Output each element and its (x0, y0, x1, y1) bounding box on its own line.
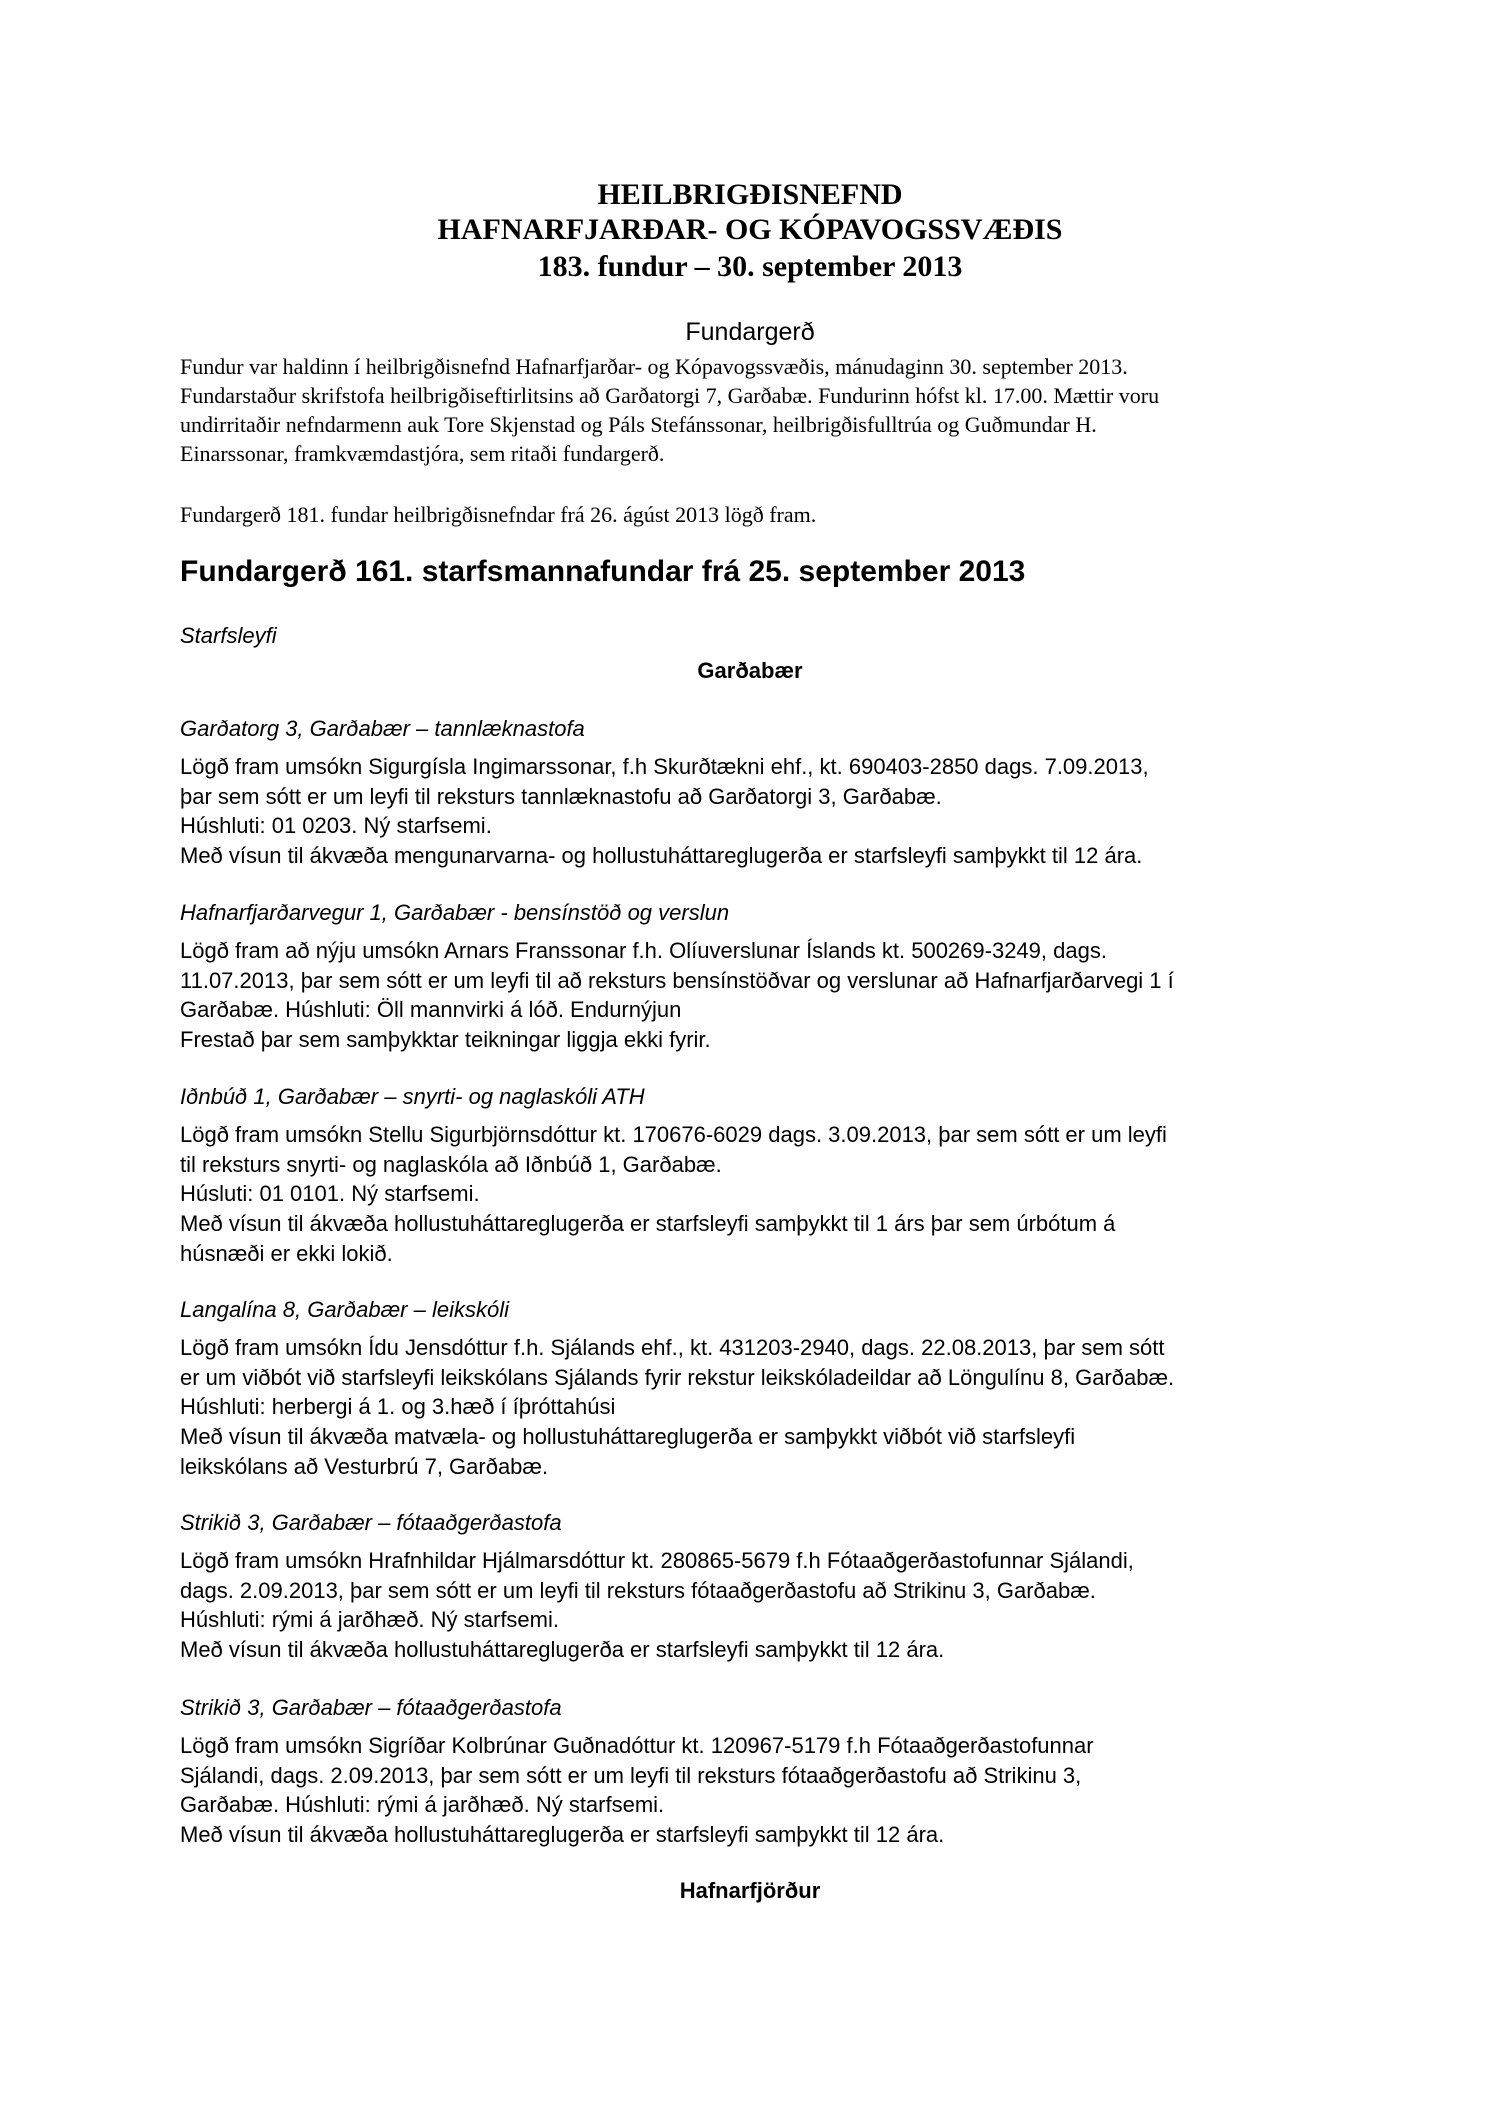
entry-line: húsnæði er ekki lokið. (180, 1240, 393, 1266)
entry-line: Frestað þar sem samþykktar teikningar liggja ekki fyrir. (180, 1027, 711, 1053)
location-heading-hafnarfjordur: Hafnarfjörður (679, 1878, 821, 1903)
entry-line: Lögð fram umsókn Sigurgísla Ingimarssonar, f.h Skurðtækni ehf., kt. 690403-2850 dags. 7.09.2013, (180, 754, 1149, 779)
entry-body (180, 936, 1340, 1055)
entry-title: Langalína 8, Garðabær – leikskóli (180, 1297, 509, 1322)
entry-line: er um viðbót við starfsleyfi leikskólans Sjálands fyrir rekstur leikskóladeildar að Löngulínu 8, Garðabæ. (180, 1364, 1175, 1390)
entry-body (180, 1731, 1340, 1850)
entry-line: til reksturs snyrti- og naglaskóla að Iðnbúð 1, Garðabæ. (180, 1151, 722, 1177)
entry-line: Með vísun til ákvæða matvæla- og hollustuháttareglugerða er samþykkt viðbót við starfsleyfi (180, 1424, 1076, 1450)
entry-body (180, 1333, 1340, 1482)
entry-body (180, 752, 1340, 871)
entry-body (180, 1120, 1340, 1269)
entry-title: Strikið 3, Garðabær – fótaaðgerðastofa (180, 1695, 562, 1720)
entry-line: Húshluti: herbergi á 1. og 3.hæð í íþróttahúsi (180, 1394, 616, 1420)
entry-line: Lögð fram umsókn Stellu Sigurbjörnsdóttur kt. 170676-6029 dags. 3.09.2013, þar sem sótt er um leyfi (180, 1122, 1167, 1147)
intro-line: undirritaðir nefndarmenn auk Tore Skjenstad og Páls Stefánssonar, heilbrigðisfulltrúa og Guðmundar H. (180, 412, 1097, 437)
entry-line: Húsluti: 01 0101. Ný starfsemi. (180, 1181, 480, 1207)
minutes-title: Fundargerð (685, 318, 815, 346)
entry-line: Lögð fram að nýju umsókn Arnars Franssonar f.h. Olíuverslunar Íslands kt. 500269-3249, dags. (180, 938, 1107, 963)
entry-line: Lögð fram umsókn Hrafnhildar Hjálmarsdóttur kt. 280865-5679 f.h Fótaaðgerðastofunnar Sjálandi, (180, 1548, 1134, 1573)
entry-line: Garðabæ. Húshluti: Öll mannvirki á lóð. Endurnýjun (180, 997, 682, 1023)
entry-line: Lögð fram umsókn Ídu Jensdóttur f.h. Sjálands ehf., kt. 431203-2940, dags. 22.08.2013, þar sem sótt (180, 1335, 1165, 1360)
entry-line: Húshluti: rými á jarðhæð. Ný starfsemi. (180, 1607, 559, 1633)
intro-line: Einarssonar, framkvæmdastjóra, sem ritaði fundargerð. (180, 441, 665, 466)
header-region: HAFNARFJARÐAR- OG KÓPAVOGSSVÆÐIS (437, 213, 1063, 246)
entry-line: Húshluti: 01 0203. Ný starfsemi. (180, 813, 492, 839)
entry-line: Lögð fram umsókn Sigríðar Kolbrúnar Guðnadóttur kt. 120967-5179 f.h Fótaaðgerðastofunnar (180, 1733, 1094, 1758)
entry-title: Strikið 3, Garðabær – fótaaðgerðastofa (180, 1510, 562, 1535)
entry-line: Garðabæ. Húshluti: rými á jarðhæð. Ný starfsemi. (180, 1792, 665, 1818)
entry-title: Iðnbúð 1, Garðabær – snyrti- og naglaskóli ATH (180, 1084, 645, 1109)
entry-line: leikskólans að Vesturbrú 7, Garðabæ. (180, 1453, 549, 1479)
entry-line: dags. 2.09.2013, þar sem sótt er um leyfi til reksturs fótaaðgerðastofu að Strikinu 3, Garðabæ. (180, 1577, 1096, 1603)
entry-line: Sjálandi, dags. 2.09.2013, þar sem sótt er um leyfi til reksturs fótaaðgerðastofu að Strikinu 3, (180, 1762, 1082, 1788)
entry-line: þar sem sótt er um leyfi til reksturs tannlæknastofu að Garðatorgi 3, Garðabæ. (180, 783, 942, 809)
intro-line: Fundarstaður skrifstofa heilbrigðiseftirlitsins að Garðatorgi 7, Garðabæ. Fundurinn hófst kl. 17.00. Mættir voru (180, 383, 1160, 408)
header-meeting-number-date: 183. fundur – 30. september 2013 (537, 250, 963, 283)
entry-line: Með vísun til ákvæða hollustuháttareglugerða er starfsleyfi samþykkt til 12 ára. (180, 1637, 945, 1663)
category-label: Starfsleyfi (180, 623, 277, 648)
section-title: Fundargerð 161. starfsmannafundar frá 25. september 2013 (180, 555, 1026, 588)
entry-line: 11.07.2013, þar sem sótt er um leyfi til að reksturs bensínstöðvar og verslunar að Hafnarfjarðarvegi 1 í (180, 967, 1174, 993)
entry-line: Með vísun til ákvæða hollustuháttareglugerða er starfsleyfi samþykkt til 12 ára. (180, 1822, 945, 1848)
entry-body (180, 1546, 1340, 1665)
entry-title: Garðatorg 3, Garðabær – tannlæknastofa (180, 716, 585, 741)
intro-line: Fundur var haldinn í heilbrigðisnefnd Hafnarfjarðar- og Kópavogssvæðis, mánudaginn 30. september 2013. (180, 354, 1128, 379)
previous-minutes-note: Fundargerð 181. fundar heilbrigðisnefndar frá 26. ágúst 2013 lögð fram. (180, 502, 817, 527)
entry-line: Með vísun til ákvæða hollustuháttareglugerða er starfsleyfi samþykkt til 1 árs þar sem úrbótum á (180, 1211, 1116, 1237)
entry-line: Með vísun til ákvæða mengunarvarna- og hollustuháttareglugerða er starfsleyfi samþykkt til 12 ára. (180, 843, 1143, 869)
entry-title: Hafnarfjarðarvegur 1, Garðabær - bensínstöð og verslun (180, 900, 730, 925)
intro-paragraph (180, 352, 1340, 468)
location-heading-gardabaer: Garðabær (697, 658, 803, 683)
header-committee-name: HEILBRIGÐISNEFND (597, 178, 903, 211)
